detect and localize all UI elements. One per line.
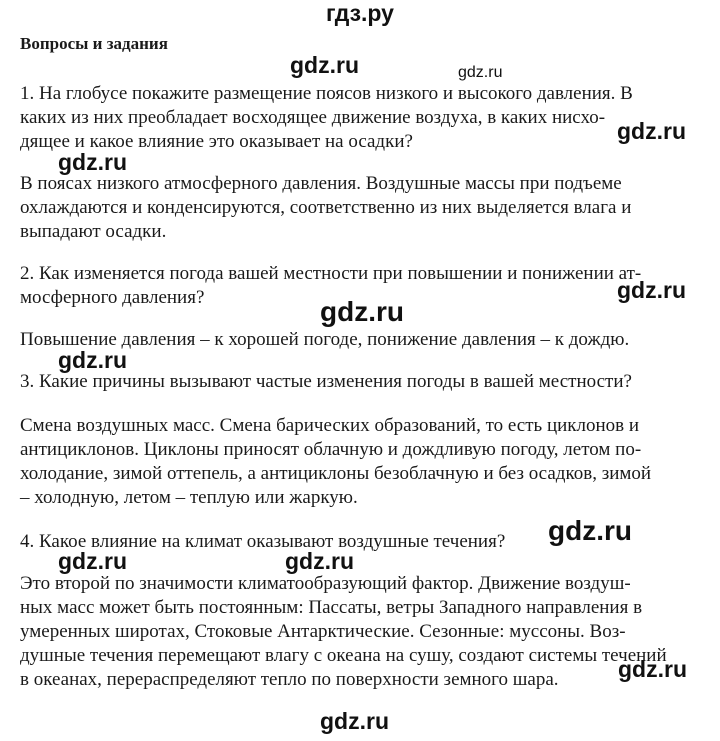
question-1-line-2: каких из них преобладает восходящее движение воздуха, в каких нисхо-	[20, 107, 606, 128]
watermark: gdz.ru	[290, 52, 359, 78]
answer-2-line-1: Повышение давления – к хорошей погоде, понижение давления – к дождю.	[20, 329, 630, 350]
answer-3-line-3: холодание, зимой оттепель, а антициклоны безоблачную и без осадков, зимой	[20, 463, 652, 484]
question-1-line-1: 1. На глобусе покажите размещение поясов низкого и высокого давления. В	[20, 83, 633, 104]
watermark: gdz.ru	[548, 515, 632, 546]
answer-1-line-2: охлаждаются и конденсируются, соответственно из них выделяется влага и	[20, 197, 632, 218]
watermark: gdz.ru	[617, 118, 686, 144]
answer-4-line-3: умеренных широтах, Стоковые Антарктические. Сезонные: муссоны. Воз-	[20, 621, 626, 642]
watermark: gdz.ru	[58, 149, 127, 175]
watermark: gdz.ru	[58, 548, 127, 574]
answer-4-line-1: Это второй по значимости климатообразующий фактор. Движение воздуш-	[20, 573, 631, 594]
question-3-line-1: 3. Какие причины вызывают частые изменения погоды в вашей местности?	[20, 371, 632, 392]
watermark: gdz.ru	[58, 347, 127, 373]
answer-4-line-5: в океанах, перераспределяют тепло по поверхности земного шара.	[20, 669, 559, 690]
answer-3-line-4: – холодную, летом – теплую или жаркую.	[20, 487, 358, 508]
answer-4-line-4: душные течения перемещают влагу с океана на сушу, создают системы течений	[20, 645, 667, 666]
watermark: gdz.ru	[320, 296, 404, 327]
answer-1-line-3: выпадают осадки.	[20, 221, 167, 242]
answer-3-line-1: Смена воздушных масс. Смена барических образований, то есть циклонов и	[20, 415, 640, 436]
question-4-line-1: 4. Какое влияние на климат оказывают воздушные течения?	[20, 531, 506, 552]
watermark: gdz.ru	[617, 277, 686, 303]
watermark: gdz.ru	[285, 548, 354, 574]
answer-4-line-2: ных масс может быть постоянным: Пассаты, ветры Западного направления в	[20, 597, 643, 618]
question-2-line-2: мосферного давления?	[20, 287, 205, 308]
watermark: gdz.ru	[320, 708, 389, 734]
section-title: Вопросы и задания	[20, 34, 168, 53]
watermark: gdz.ru	[618, 656, 687, 682]
question-2-line-1: 2. Как изменяется погода вашей местности при повышении и понижении ат-	[20, 263, 642, 284]
question-1-line-3: дящее и какое влияние это оказывает на осадки?	[20, 131, 413, 152]
site-header: гдз.ру	[326, 0, 394, 26]
answer-3-line-2: антициклонов. Циклоны приносят облачную и дождливую погоду, летом по-	[20, 439, 642, 460]
answer-1-line-1: В поясах низкого атмосферного давления. Воздушные массы при подъеме	[20, 173, 622, 194]
watermark: gdz.ru	[458, 64, 503, 81]
